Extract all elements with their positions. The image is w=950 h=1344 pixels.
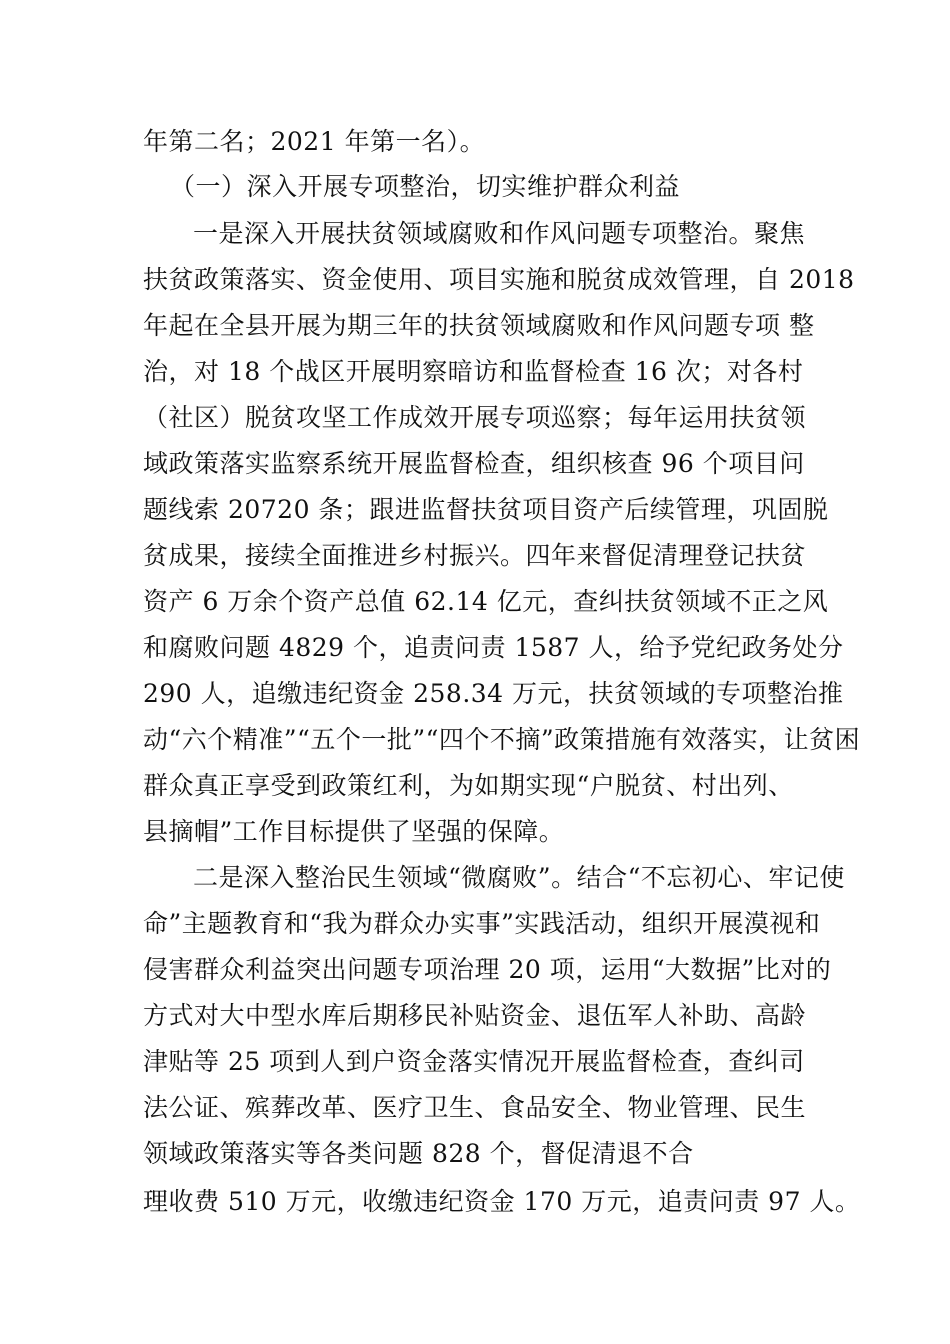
paragraph-line: 资产 6 万余个资产总值 62.14 亿元，查纠扶贫领域不正之风 — [143, 587, 829, 616]
paragraph-line: 侵害群众利益突出问题专项治理 20 项，运用“大数据”比对的 — [143, 955, 832, 984]
paragraph-line: 治，对 18 个战区开展明察暗访和监督检查 16 次；对各村 — [143, 357, 804, 386]
paragraph-line: 和腐败问题 4829 个，追责问责 1587 人，给予党纪政务处分 — [143, 633, 844, 662]
paragraph-line: （社区）脱贫攻坚工作成效开展专项巡察；每年运用扶贫领 — [143, 403, 807, 432]
paragraph-line: 贫成果，接续全面推进乡村振兴。四年来督促清理登记扶贫 — [143, 541, 807, 570]
paragraph-line: 题线索 20720 条；跟进监督扶贫项目资产后续管理，巩固脱 — [143, 495, 829, 524]
paragraph-line: 二是深入整治民生领域“微腐败”。结合“不忘初心、牢记使 — [193, 863, 845, 892]
paragraph-line: 理收费 510 万元，收缴违纪资金 170 万元，追责问责 97 人。 — [143, 1187, 861, 1216]
paragraph-line: 扶贫政策落实、资金使用、项目实施和脱贫成效管理，自 2018 — [143, 265, 855, 294]
paragraph-line: 津贴等 25 项到人到户资金落实情况开展监督检查，查纠司 — [143, 1047, 805, 1076]
paragraph-line: 域政策落实监察系统开展监督检查，组织核查 96 个项目问 — [143, 449, 805, 478]
paragraph-line: 动“六个精准”“五个一批”“四个不摘”政策措施有效落实，让贫困 — [143, 725, 861, 754]
section-heading: （一）深入开展专项整治，切实维护群众利益 — [170, 172, 681, 201]
paragraph-line: 县摘帽”工作目标提供了坚强的保障。 — [143, 817, 565, 846]
paragraph-line: 年起在全县开展为期三年的扶贫领域腐败和作风问题专项 整 — [143, 311, 815, 340]
paragraph-line: 法公证、殡葬改革、医疗卫生、食品安全、物业管理、民生 — [143, 1093, 807, 1122]
paragraph-line: 一是深入开展扶贫领域腐败和作风问题专项整治。聚焦 — [193, 219, 806, 248]
paragraph-line: 方式对大中型水库后期移民补贴资金、退伍军人补助、高龄 — [143, 1001, 807, 1030]
text-line: 年第二名；2021 年第一名）。 — [143, 127, 486, 156]
paragraph-line: 290 人，追缴违纪资金 258.34 万元，扶贫领域的专项整治推 — [143, 679, 844, 708]
paragraph-line: 领域政策落实等各类问题 828 个，督促清退不合 — [143, 1139, 694, 1168]
paragraph-line: 群众真正享受到政策红利，为如期实现“户脱贫、村出列、 — [143, 771, 794, 800]
paragraph-line: 命”主题教育和“我为群众办实事”实践活动，组织开展漠视和 — [143, 909, 821, 938]
